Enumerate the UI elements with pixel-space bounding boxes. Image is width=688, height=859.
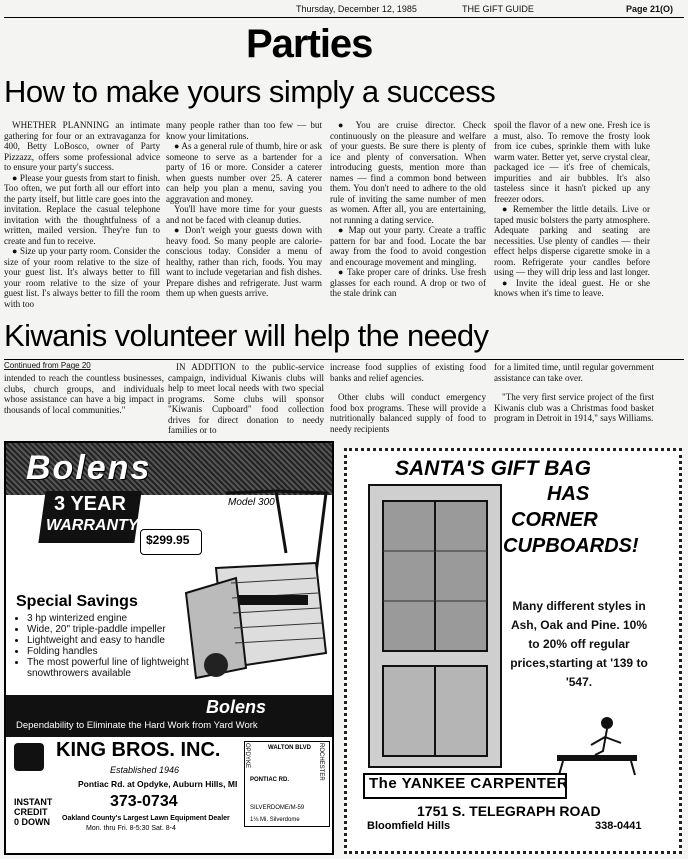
yankee-title-1: SANTA'S GIFT BAG xyxy=(395,457,591,480)
store-city: Bloomfield Hills xyxy=(367,820,451,832)
instant-label: INSTANT xyxy=(14,797,53,807)
paragraph: ● As a general rule of thumb, hire or ask someone to serve as a bartender for a party of 16 or more. Consider a caterer when guests number over 25. A caterer can help you plan a menu, saving you aggravation and money. xyxy=(166,141,322,204)
paragraph: ● Don't weigh your guests down with heavy food. So many people are calorie-conscious today. Consider a menu of healthy, rather than rich, foods. You may want to include vegetarian and fish dishes. Prepare dishes and refrigerate. Just warm them up when guests arrive. xyxy=(166,225,322,298)
yankee-title-4: CUPBOARDS! xyxy=(503,535,639,557)
paragraph: Other clubs will conduct emergency food box programs. These will provide a nutritionally balanced supply of food to needy recipients xyxy=(330,392,486,434)
carpenter-illustration xyxy=(547,715,657,777)
continued-note: Continued from Page 20 xyxy=(4,361,91,370)
paragraph: increase food supplies of existing food banks and relief agencies. xyxy=(330,362,486,383)
header-date: Thursday, December 12, 1985 xyxy=(296,4,417,14)
credit-label: CREDIT xyxy=(14,807,48,817)
dealer-largest: Oakland County's Largest Lawn Equipment Dealer xyxy=(62,815,230,822)
dealer-phone: 373-0734 xyxy=(110,793,178,810)
bolens-logo: Bolens xyxy=(26,449,152,487)
map-label: ROCHESTER xyxy=(318,743,324,781)
kiwanis-column-2 xyxy=(168,362,324,436)
paragraph: "The very first service project of the first Kiwanis club was a Christmas food basket program in Detroit in 1914," says Williams. xyxy=(494,392,654,423)
feature-item: • Lightweight and easy to handle xyxy=(27,635,202,646)
dealer-hours: Mon. thru Fri. 8-5:30 Sat. 8-4 xyxy=(86,825,176,832)
store-phone: 338-0441 xyxy=(595,820,642,832)
paragraph: intended to reach the countless businesses, clubs, church groups, and individuals whose assistance can have a big impact in thousands of local communities." xyxy=(4,373,164,415)
paragraph: ● Please your guests from start to finish. Too often, we put forth all our effort into the party itself, but little care goes into the invitation. Replace the casual telephone invitation with the thoughtfulness of a written, mailed version. They're fun to create and fun to receive. xyxy=(4,172,160,246)
map-label: WALTON BLVD xyxy=(268,745,311,751)
bolens-ad xyxy=(4,441,334,855)
map-label: SILVERDOME/M-59 xyxy=(250,805,305,811)
feature-item: • 3 hp winterized engine xyxy=(27,613,202,624)
store-address: 1751 S. TELEGRAPH ROAD xyxy=(417,803,601,819)
paragraph: for a limited time, until regular government assistance can take over. xyxy=(494,362,654,383)
paragraph: IN ADDITION to the public-service campaign, individual Kiwanis clubs will help to meet local needs with two special programs. Some clubs will sponsor "Kiwanis Cupboard" food collection drives for direct donation to needy families or to xyxy=(168,362,324,435)
paragraph: ● You are cruise director. Check continuously on the pleasure and welfare of your guests. Be sure there is plenty of ice and plenty of conversation. When introducing guests, mention more than names — find a common bond between them. You don't need to adhere to the old rule of inviting the same number of men as women. After all, you are entertaining, not running a dating service. xyxy=(330,120,486,225)
map-label: 1⅛ Mi. Silverdome xyxy=(250,817,300,823)
paragraph: many people rather than too few — but know your limitations. xyxy=(166,120,322,141)
kiwanis-column-1 xyxy=(4,373,164,415)
parties-column-1 xyxy=(4,120,160,309)
feature-list xyxy=(16,613,202,679)
bolens-tagline: Dependability to Eliminate the Hard Work from Yard Work xyxy=(16,720,258,731)
bolens-logo-small: Bolens xyxy=(206,697,267,717)
section-title: Parties xyxy=(246,22,373,66)
warranty-years: 3 YEAR xyxy=(54,493,126,515)
warranty-word: WARRANTY xyxy=(46,517,139,534)
special-savings: Special Savings xyxy=(16,593,138,610)
store-name: The YANKEE CARPENTER xyxy=(369,775,569,792)
yankee-ad xyxy=(344,448,682,854)
kiwanis-column-4 xyxy=(494,362,654,424)
cupboard-illustration xyxy=(365,481,505,771)
feature-item: • Folding handles xyxy=(27,646,202,657)
header-paper: THE GIFT GUIDE xyxy=(462,4,534,14)
yankee-body: Many different styles in Ash, Oak and Pine. 10% to 20% off regular prices,starting at '139 to '547. xyxy=(510,599,648,689)
feature-item: • Wide, 20" triple-paddle impeller xyxy=(27,624,202,635)
paragraph: ● Size up your party room. Consider the size of your room relative to the size of your guest list. It's always better to fill your room relative to the size of your guest list. I's always better to fill the room with too xyxy=(4,246,160,309)
header-rule xyxy=(4,17,684,18)
yankee-title-2: HAS xyxy=(547,483,590,505)
feature-item: • The most powerful line of lightweight snowthrowers available xyxy=(27,657,202,679)
paragraph: ● Map out your party. Create a traffic pattern for bar and food. Locate the bar away from the food to avoid congestion and encourage movement and mingling. xyxy=(330,225,486,267)
map-label: PONTIAC RD. xyxy=(250,777,289,783)
kiwanis-column-3 xyxy=(330,362,486,434)
dealer-name: KING BROS. INC. xyxy=(56,739,221,761)
paragraph: ● Remember the little details. Live or taped music bolsters the party atmosphere. Adequate parking and seating are necessities. Use plenty of candles — their effect helps disperse cigarette smoke in a room. Refrigerate your candles before using — they will drip less and last longer. xyxy=(494,204,650,277)
paragraph: ● Take proper care of drinks. Use fresh glasses for each round. A drop or two of the stale drink can xyxy=(330,267,486,298)
map-label: OPDYKE xyxy=(244,743,250,769)
header-page: Page 21(O) xyxy=(626,4,674,14)
paragraph: WHETHER PLANNING an intimate gathering for four or an extravaganza for 400, Betty LoBosco, owner of Party Pizzazz, offers some professional advice to ensure your party's success. xyxy=(4,120,160,172)
yankee-title-3: CORNER xyxy=(511,509,598,531)
kiwanis-headline: Kiwanis volunteer will help the needy xyxy=(4,318,489,353)
model: Model 300 xyxy=(228,497,275,508)
dealer-established: Established 1946 xyxy=(110,765,180,775)
dealer-icon xyxy=(14,743,44,771)
parties-headline: How to make yours simply a success xyxy=(4,74,496,109)
paragraph: You'll have more time for your guests and not be faced with cleanup duties. xyxy=(166,204,322,225)
kiwanis-rule xyxy=(4,359,684,360)
parties-column-3 xyxy=(330,120,486,299)
paragraph: ● Invite the ideal guest. He or she knows when it's time to leave. xyxy=(494,277,650,298)
parties-column-4 xyxy=(494,120,650,299)
price: $299.95 xyxy=(146,533,190,547)
down-label: 0 DOWN xyxy=(14,817,50,827)
parties-column-2 xyxy=(166,120,322,299)
dealer-address: Pontiac Rd. at Opdyke, Auburn Hills, MI xyxy=(78,779,238,789)
paragraph: spoil the flavor of a new one. Fresh ice is a must, also. To remove the frosty look from ice cubes, sprinkle them with luke warm water. Better yet, serve crystal clear, packaged ice — it's free of chemicals, impurities and air bubbles. It's also tasteless since it hasn't picked up any freezer odors. xyxy=(494,120,650,204)
